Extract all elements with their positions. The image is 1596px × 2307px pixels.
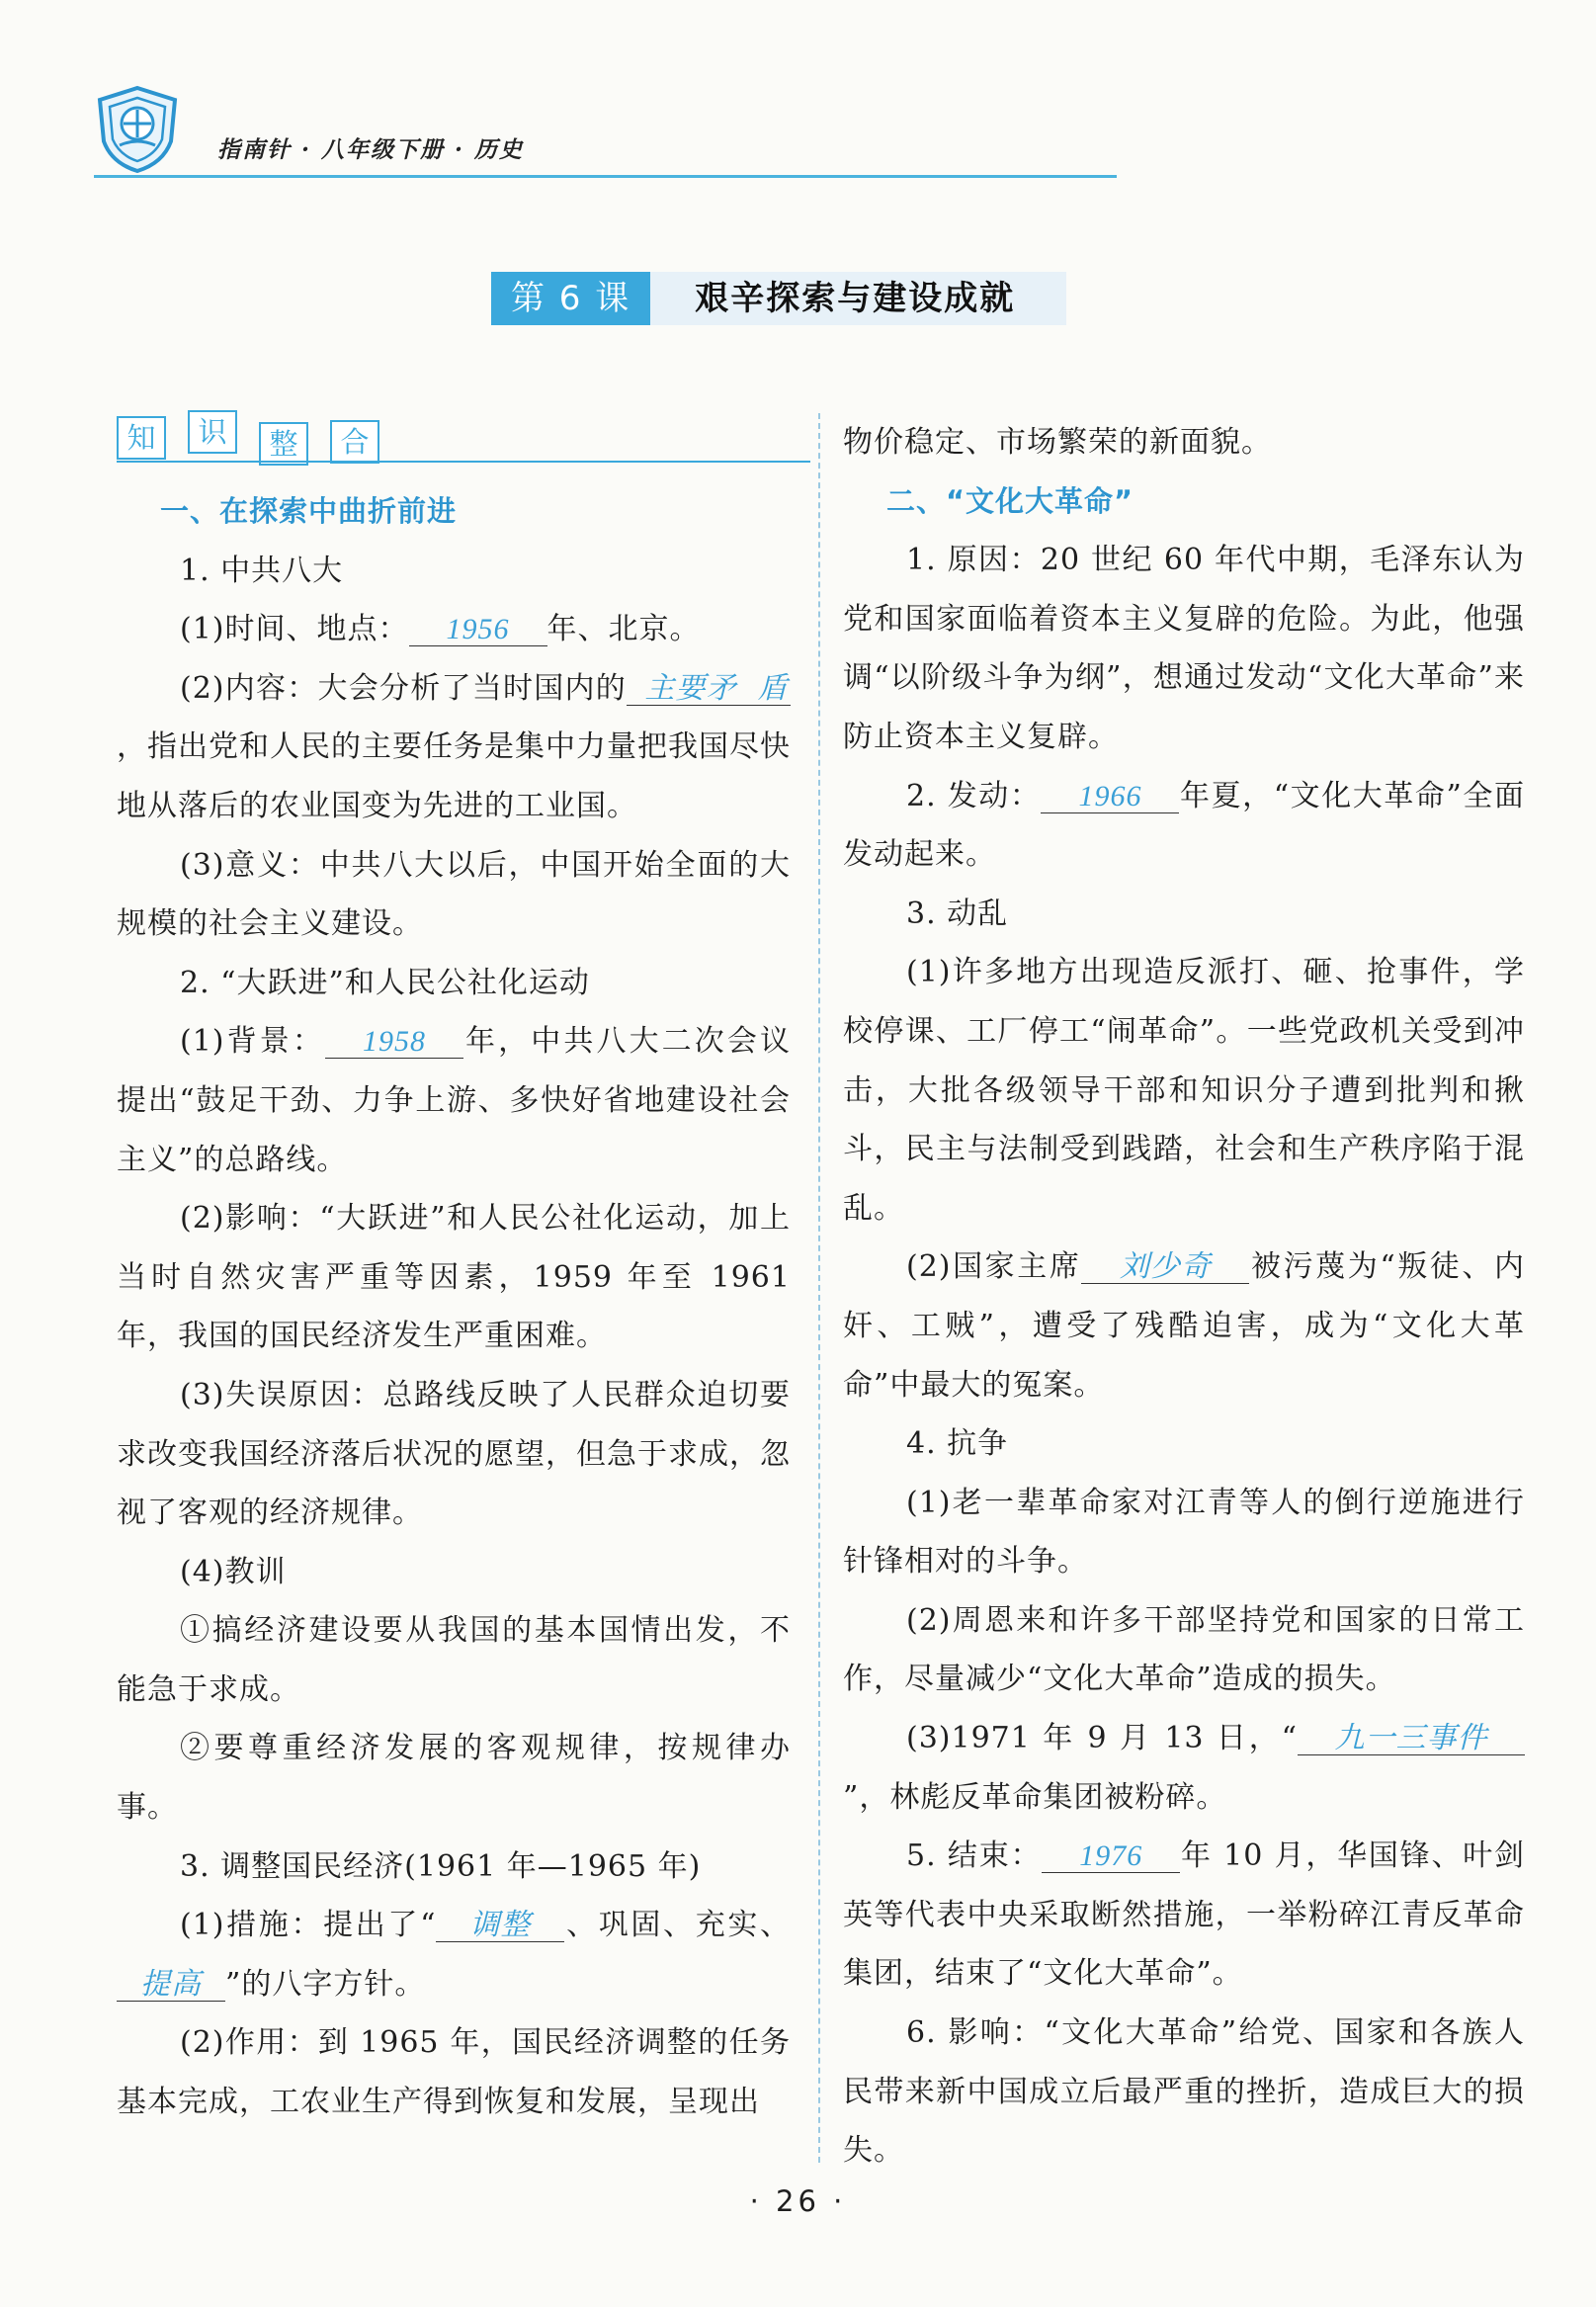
answer-blank: 九一三事件 (1298, 1722, 1525, 1755)
paragraph: 物价稳定、市场繁荣的新面貌。 (843, 425, 1272, 460)
knowledge-badge (117, 413, 791, 463)
left-column (117, 413, 791, 2132)
answer-blank: 调整 (436, 1909, 564, 1942)
answer-blank: 1956 (409, 613, 547, 646)
answer-blank: 1976 (1042, 1839, 1180, 1873)
paragraph: (3)1971 年 9 月 13 日，“ 九一三事件”，林彪反革命集团被粉碎。 (843, 1709, 1525, 1827)
answer-blank: 提高 (117, 1968, 225, 2002)
header-text: 指南针 · 八年级下册 · 历史 (217, 136, 525, 163)
paragraph: (2)周恩来和许多干部坚持党和国家的日常工作，尽量减少“文化大革命”造成的损失。 (843, 1602, 1525, 1697)
answer-blank: 主要矛 (627, 672, 755, 706)
paragraph: 6. 影响：“文化大革命”给党、国家和各族人民带来新中国成立后最严重的挫折，造成巨大的损失。 (843, 2015, 1525, 2169)
paragraph: (4)教训 (180, 1554, 287, 1589)
paragraph: (1)时间、地点： 1956 年、北京。 (180, 612, 701, 647)
page-header (94, 84, 1117, 178)
lesson-name: 艰辛探索与建设成就 (650, 272, 1066, 325)
paragraph: (2)国家主席 刘少奇 被污蔑为“叛徒、内奸、工贼”，遭受了残酷迫害，成为“文化大革命”中最大的冤案。 (843, 1249, 1526, 1403)
paragraph: 2. 发动： 1966 年夏，“文化大革命”全面发动起来。 (843, 778, 1525, 873)
lesson-number: 第 6 课 (491, 272, 650, 325)
header-rule (94, 175, 1117, 178)
badge-char: 识 (188, 410, 237, 454)
paragraph: (2)作用：到 1965 年，国民经济调整的任务基本完成，工农业生产得到恢复和发展，呈现出 (117, 2025, 791, 2120)
subheading: 2. “大跃进”和人民公社化运动 (180, 965, 590, 1000)
lesson-title (491, 272, 1066, 325)
answer-blank: 1958 (325, 1025, 463, 1059)
column-divider (818, 413, 820, 2163)
shield-emblem-icon (94, 84, 181, 175)
subheading: 3. 调整国民经济(1961 年—1965 年) (180, 1848, 702, 1884)
subheading: 1. 中共八大 (180, 553, 344, 588)
section-heading: 二、“文化大革命” (886, 483, 1134, 518)
paragraph: (3)意义：中共八大以后，中国开始全面的大规模的社会主义建设。 (117, 847, 791, 942)
paragraph: 5. 结束： 1976 年 10 月，华国锋、叶剑英等代表中央采取断然措施，一举粉碎江青反革命集团，结束了“文化大革命”。 (843, 1838, 1525, 1992)
paragraph: (1)老一辈革命家对江青等人的倒行逆施进行针锋相对的斗争。 (843, 1485, 1525, 1580)
paragraph: (2)内容：大会分析了当时国内的 主要矛 盾，指出党和人民的主要任务是集中力量把我国尽快地从落后的农业国变为先进的工业国。 (117, 670, 791, 823)
subheading: 4. 抗争 (906, 1426, 1009, 1462)
answer-blank: 盾 (755, 672, 791, 706)
subheading: 3. 动乱 (906, 896, 1009, 931)
paragraph: (1)措施：提出了“ 调整 、巩固、充实、提高 ”的八字方针。 (117, 1896, 791, 2013)
badge-char: 知 (117, 416, 166, 460)
section-heading: 一、在探索中曲折前进 (160, 494, 458, 528)
paragraph: (1)背景： 1958 年，中共八大二次会议提出“鼓足干劲、力争上游、多快好省地建设社会主义”的总路线。 (117, 1024, 792, 1177)
paragraph: ①搞经济建设要从我国的基本国情出发，不能急于求成。 (117, 1613, 791, 1707)
paragraph: (1)许多地方出现造反派打、砸、抢事件，学校停课、工厂停工“闹革命”。一些党政机关受到冲击，大批各级领导干部和知识分子遭到批判和揪斗，民主与法制受到践踏，社会和生产秩序陷于混乱。 (843, 955, 1525, 1226)
paragraph: 1. 原因：20 世纪 60 年代中期，毛泽东认为党和国家面临着资本主义复辟的危险。为此，他强调“以阶级斗争为纲”，想通过发动“文化大革命”来防止资本主义复辟。 (843, 543, 1525, 754)
badge-underline (117, 461, 810, 463)
paragraph: ②要尊重经济发展的客观规律，按规律办事。 (117, 1731, 791, 1826)
badge-char: 整 (259, 422, 308, 466)
right-column (843, 413, 1525, 2180)
paragraph: (3)失误原因：总路线反映了人民群众迫切要求改变我国经济落后状况的愿望，但急于求成，忽视了客观的经济规律。 (117, 1377, 791, 1531)
page-number: · 26 · (749, 2184, 847, 2218)
paragraph: (2)影响：“大跃进”和人民公社化运动，加上当时自然灾害严重等因素，1959 年至 1961 年，我国的国民经济发生严重困难。 (117, 1201, 791, 1354)
answer-blank: 1966 (1041, 780, 1179, 813)
badge-char: 合 (330, 420, 379, 464)
answer-blank: 刘少奇 (1081, 1250, 1249, 1284)
